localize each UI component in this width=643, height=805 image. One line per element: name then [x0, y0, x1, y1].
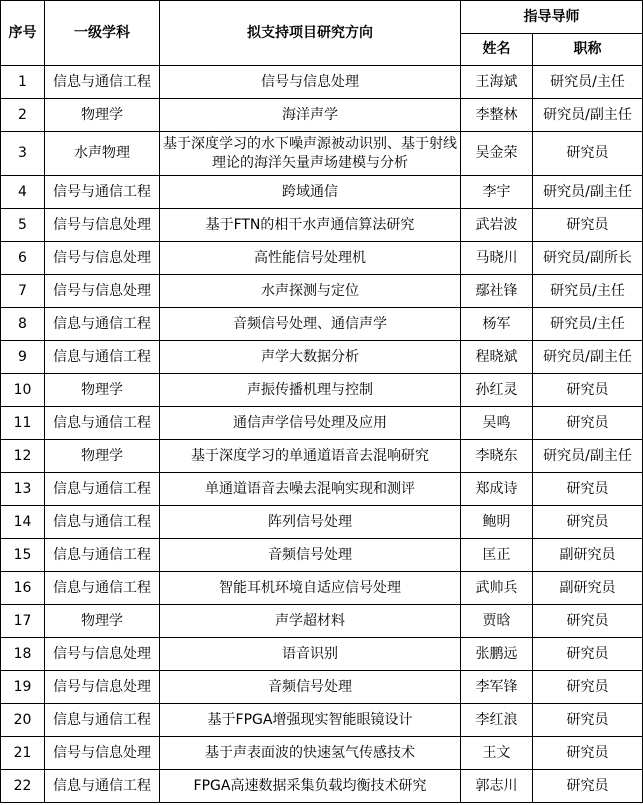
table-row [1, 473, 643, 506]
cell-discipline: 信息与通信工程 [45, 770, 160, 803]
cell-discipline: 信号与信息处理 [45, 242, 160, 275]
cell-advisor-title: 研究员/主任 [533, 308, 643, 341]
cell-advisor-name: 孙红灵 [461, 374, 533, 407]
header-title: 职称 [533, 34, 643, 66]
cell-discipline: 信号与信息处理 [45, 671, 160, 704]
cell-advisor-title: 研究员/副主任 [533, 99, 643, 132]
header-seq: 序号 [1, 1, 45, 66]
cell-discipline: 信息与通信工程 [45, 704, 160, 737]
cell-advisor-title: 研究员 [533, 671, 643, 704]
table-row [1, 770, 643, 803]
cell-advisor-name: 鄢社锋 [461, 275, 533, 308]
cell-advisor-name: 武岩波 [461, 209, 533, 242]
table-row [1, 704, 643, 737]
cell-advisor-title: 副研究员 [533, 539, 643, 572]
cell-seq: 17 [1, 605, 45, 638]
cell-direction: 基于深度学习的单通道语音去混响研究 [160, 440, 461, 473]
cell-direction: 声振传播机理与控制 [160, 374, 461, 407]
cell-seq: 1 [1, 66, 45, 99]
cell-discipline: 信息与通信工程 [45, 473, 160, 506]
cell-advisor-title: 研究员 [533, 506, 643, 539]
cell-seq: 4 [1, 176, 45, 209]
cell-advisor-name: 贾晗 [461, 605, 533, 638]
cell-advisor-name: 李军锋 [461, 671, 533, 704]
cell-seq: 5 [1, 209, 45, 242]
table-row [1, 242, 643, 275]
cell-direction: 基于深度学习的水下噪声源被动识别、基于射线理论的海洋矢量声场建模与分析 [160, 132, 461, 176]
cell-advisor-name: 张鹏远 [461, 638, 533, 671]
cell-seq: 14 [1, 506, 45, 539]
cell-seq: 20 [1, 704, 45, 737]
cell-discipline: 信息与通信工程 [45, 341, 160, 374]
cell-advisor-title: 研究员/副主任 [533, 440, 643, 473]
table-row [1, 671, 643, 704]
cell-discipline: 物理学 [45, 605, 160, 638]
table-body [1, 66, 643, 803]
cell-advisor-title: 研究员 [533, 209, 643, 242]
cell-seq: 11 [1, 407, 45, 440]
cell-advisor-title: 研究员/副所长 [533, 242, 643, 275]
cell-advisor-title: 研究员/副主任 [533, 176, 643, 209]
cell-advisor-title: 研究员/主任 [533, 275, 643, 308]
table-row [1, 572, 643, 605]
table-row [1, 539, 643, 572]
cell-discipline: 信息与通信工程 [45, 407, 160, 440]
cell-advisor-title: 研究员 [533, 704, 643, 737]
cell-seq: 3 [1, 132, 45, 176]
table-row [1, 605, 643, 638]
cell-discipline: 信息与通信工程 [45, 506, 160, 539]
cell-direction: 跨域通信 [160, 176, 461, 209]
cell-discipline: 信号与信息处理 [45, 638, 160, 671]
table-row [1, 506, 643, 539]
cell-discipline: 物理学 [45, 440, 160, 473]
cell-direction: 音频信号处理 [160, 539, 461, 572]
cell-direction: 基于声表面波的快速氢气传感技术 [160, 737, 461, 770]
cell-seq: 6 [1, 242, 45, 275]
cell-advisor-name: 李整林 [461, 99, 533, 132]
cell-seq: 12 [1, 440, 45, 473]
cell-direction: 基于FTN的相干水声通信算法研究 [160, 209, 461, 242]
cell-advisor-name: 李晓东 [461, 440, 533, 473]
cell-advisor-name: 程晓斌 [461, 341, 533, 374]
cell-direction: 水声探测与定位 [160, 275, 461, 308]
cell-direction: 阵列信号处理 [160, 506, 461, 539]
table-row [1, 308, 643, 341]
cell-advisor-title: 研究员 [533, 605, 643, 638]
cell-advisor-name: 吴金荣 [461, 132, 533, 176]
table-row [1, 66, 643, 99]
cell-advisor-title: 研究员 [533, 638, 643, 671]
cell-advisor-title: 研究员 [533, 770, 643, 803]
cell-direction: 声学大数据分析 [160, 341, 461, 374]
cell-discipline: 信息与通信工程 [45, 572, 160, 605]
cell-discipline: 物理学 [45, 99, 160, 132]
table-row [1, 374, 643, 407]
cell-advisor-title: 研究员 [533, 132, 643, 176]
cell-discipline: 信号与通信工程 [45, 176, 160, 209]
cell-advisor-title: 研究员 [533, 407, 643, 440]
cell-discipline: 信息与通信工程 [45, 66, 160, 99]
table-row [1, 275, 643, 308]
cell-advisor-title: 副研究员 [533, 572, 643, 605]
header-advisor: 指导导师 [461, 1, 643, 34]
cell-seq: 9 [1, 341, 45, 374]
cell-discipline: 信号与信息处理 [45, 209, 160, 242]
cell-seq: 15 [1, 539, 45, 572]
cell-advisor-title: 研究员/副主任 [533, 341, 643, 374]
cell-seq: 7 [1, 275, 45, 308]
cell-discipline: 水声物理 [45, 132, 160, 176]
cell-advisor-name: 马晓川 [461, 242, 533, 275]
cell-direction: 音频信号处理 [160, 671, 461, 704]
cell-direction: 基于FPGA增强现实智能眼镜设计 [160, 704, 461, 737]
table-row [1, 176, 643, 209]
cell-advisor-title: 研究员 [533, 374, 643, 407]
cell-advisor-name: 吴鸣 [461, 407, 533, 440]
cell-advisor-name: 郭志川 [461, 770, 533, 803]
cell-seq: 8 [1, 308, 45, 341]
table-row [1, 99, 643, 132]
cell-direction: 声学超材料 [160, 605, 461, 638]
table-row [1, 341, 643, 374]
cell-advisor-name: 李红浪 [461, 704, 533, 737]
cell-discipline: 物理学 [45, 374, 160, 407]
cell-advisor-title: 研究员 [533, 473, 643, 506]
cell-discipline: 信息与通信工程 [45, 308, 160, 341]
cell-advisor-name: 王文 [461, 737, 533, 770]
table-row [1, 407, 643, 440]
cell-direction: 音频信号处理、通信声学 [160, 308, 461, 341]
cell-discipline: 信息与通信工程 [45, 539, 160, 572]
cell-seq: 21 [1, 737, 45, 770]
cell-seq: 19 [1, 671, 45, 704]
cell-direction: 单通道语音去噪去混响实现和测评 [160, 473, 461, 506]
cell-advisor-name: 郑成诗 [461, 473, 533, 506]
cell-direction: FPGA高速数据采集负载均衡技术研究 [160, 770, 461, 803]
cell-seq: 16 [1, 572, 45, 605]
cell-discipline: 信号与信息处理 [45, 737, 160, 770]
table-row [1, 440, 643, 473]
header-direction: 拟支持项目研究方向 [160, 1, 461, 66]
table-row [1, 132, 643, 176]
cell-advisor-name: 武帅兵 [461, 572, 533, 605]
cell-advisor-name: 王海斌 [461, 66, 533, 99]
cell-advisor-name: 鲍明 [461, 506, 533, 539]
table-row [1, 209, 643, 242]
cell-discipline: 信号与信息处理 [45, 275, 160, 308]
cell-seq: 18 [1, 638, 45, 671]
cell-seq: 13 [1, 473, 45, 506]
cell-direction: 智能耳机环境自适应信号处理 [160, 572, 461, 605]
cell-advisor-name: 李宇 [461, 176, 533, 209]
table-row [1, 737, 643, 770]
cell-direction: 通信声学信号处理及应用 [160, 407, 461, 440]
cell-advisor-title: 研究员/主任 [533, 66, 643, 99]
cell-seq: 10 [1, 374, 45, 407]
cell-seq: 22 [1, 770, 45, 803]
cell-advisor-name: 杨军 [461, 308, 533, 341]
cell-direction: 信号与信息处理 [160, 66, 461, 99]
cell-advisor-title: 研究员 [533, 737, 643, 770]
cell-direction: 语音识别 [160, 638, 461, 671]
cell-direction: 海洋声学 [160, 99, 461, 132]
cell-advisor-name: 匡正 [461, 539, 533, 572]
header-discipline: 一级学科 [45, 1, 160, 66]
cell-direction: 高性能信号处理机 [160, 242, 461, 275]
cell-seq: 2 [1, 99, 45, 132]
header-name: 姓名 [461, 34, 533, 66]
table-row [1, 638, 643, 671]
